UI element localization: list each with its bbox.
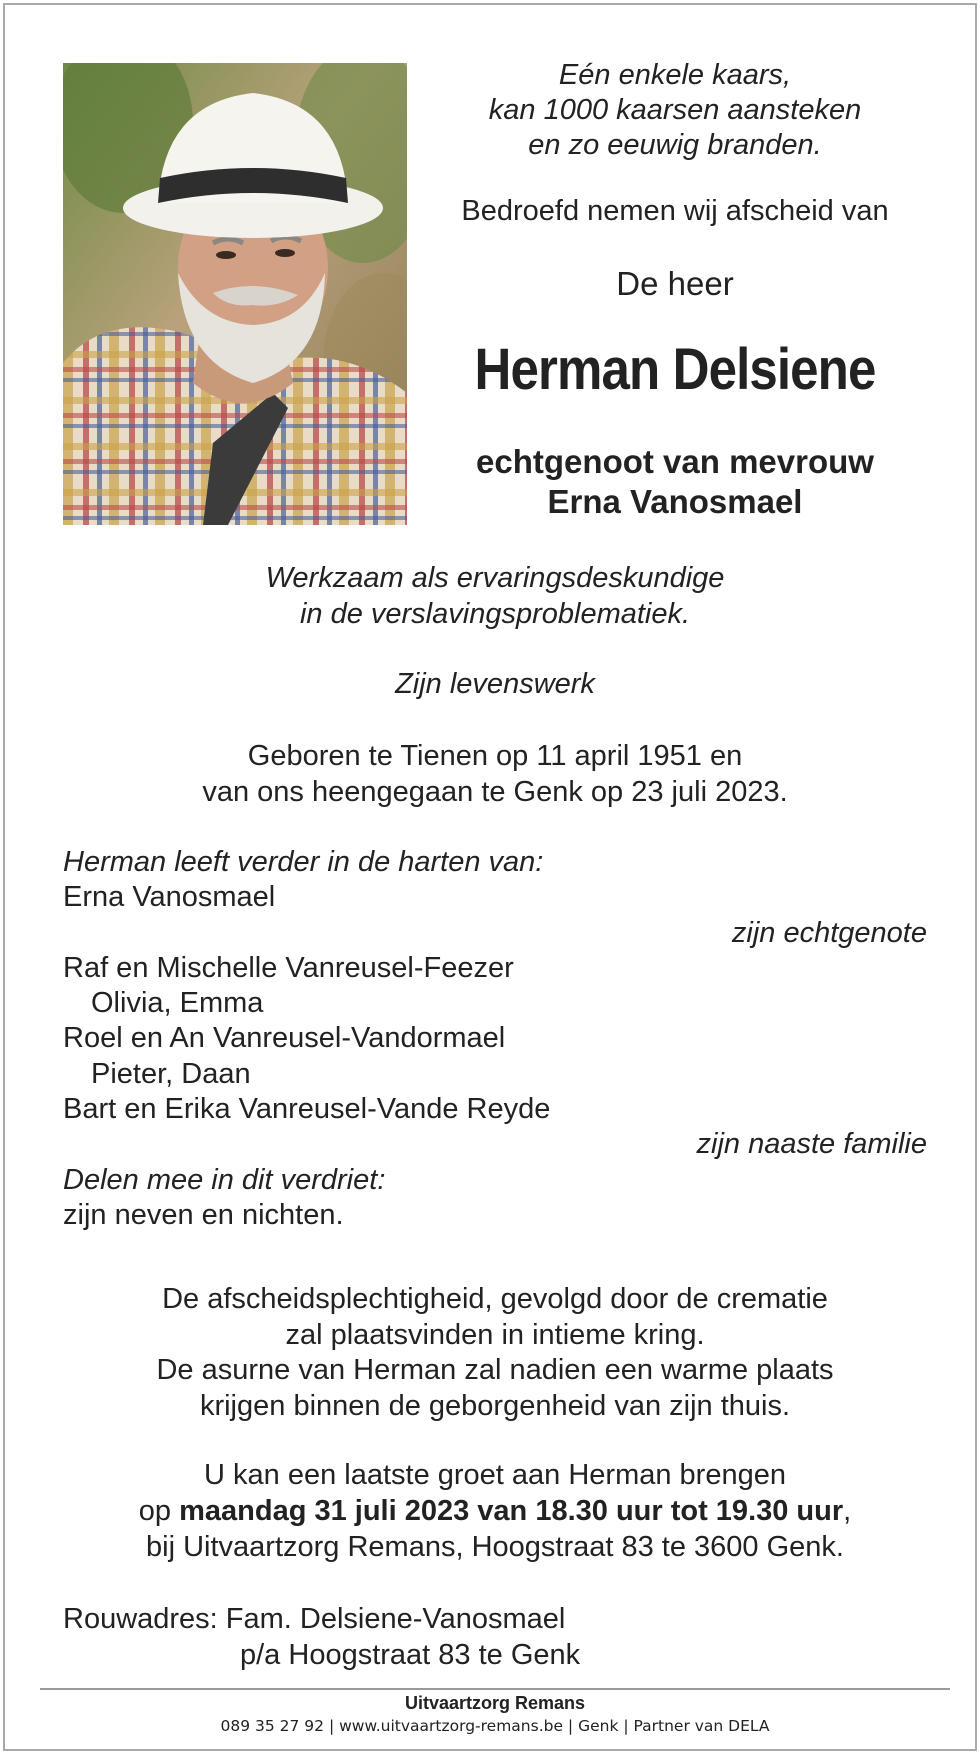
deceased-name: Herman Delsiene [474, 337, 876, 402]
birth-death-text [65, 738, 925, 810]
visit-line-1: U kan een laatste groet aan Herman brengen [204, 1459, 786, 1491]
footer-contact-info: 089 35 27 92 | www.uitvaartzorg-remans.be | Genk | Partner van DELA [220, 1717, 770, 1735]
work-line-1: Werkzaam als ervaringsdeskundige [265, 562, 725, 594]
visit-line-2 [65, 1493, 925, 1529]
visitation-text [65, 1457, 925, 1565]
ceremony-line-4: krijgen binnen de geborgenheid van zijn thuis. [199, 1389, 791, 1422]
family-heading: Herman leeft verder in de harten van: [63, 846, 544, 878]
footer-divider [40, 1688, 950, 1690]
rouwadres-line-2: p/a Hoogstraat 83 te Genk [240, 1639, 581, 1671]
opening-quote [435, 58, 915, 163]
born-line-1: Geboren te Tienen op 11 april 1951 en [247, 740, 743, 772]
visit-suffix: , [843, 1495, 852, 1527]
spouse-line-1: echtgenoot van mevrouw [476, 443, 874, 480]
visit-prefix: op [138, 1495, 180, 1527]
salutation: De heer [616, 265, 734, 302]
footer-company-name: Uitvaartzorg Remans [404, 1693, 586, 1713]
rouwadres [63, 1601, 580, 1673]
ceremony-text [65, 1282, 925, 1424]
family-member: Olivia, Emma [91, 987, 264, 1020]
visit-datetime: maandag 31 juli 2023 van 18.30 uur tot 19.30 uur [179, 1495, 844, 1527]
born-line-2: van ons heengegaan te Genk op 23 juli 2023. [202, 776, 788, 808]
share-heading: Delen mee in dit verdriet: [63, 1163, 386, 1196]
obituary-card [3, 3, 977, 1751]
family-member: Roel en An Vanreusel-Vandormael [63, 1022, 506, 1055]
share-text: zijn neven en nichten. [63, 1198, 344, 1231]
ceremony-line-3: De asurne van Herman zal nadien een warme plaats [156, 1354, 834, 1386]
family-spouse-role: zijn echtgenote [731, 916, 927, 949]
ceremony-line-1: De afscheidsplechtigheid, gevolgd door de crematie [162, 1283, 828, 1315]
visit-line-3: bij Uitvaartzorg Remans, Hoogstraat 83 te 3600 Genk. [146, 1531, 844, 1563]
family-member: Pieter, Daan [91, 1057, 251, 1090]
rouwadres-line-1: Rouwadres: Fam. Delsiene-Vanosmael [63, 1603, 566, 1635]
lifework-text: Zijn levenswerk [395, 668, 595, 700]
portrait-photo [63, 63, 407, 525]
intro-text: Bedroefd nemen wij afscheid van [461, 195, 889, 227]
work-line-2: in de verslavingsproblematiek. [299, 598, 691, 630]
family-member: Raf en Mischelle Vanreusel-Feezer [63, 951, 514, 984]
quote-line-2: kan 1000 kaarsen aansteken [488, 94, 862, 126]
family-list [63, 845, 927, 1233]
family-members-role: zijn naaste familie [696, 1128, 927, 1161]
quote-line-1: Eén enkele kaars, [558, 59, 792, 91]
work-text [65, 560, 925, 632]
ceremony-line-2: zal plaatsvinden in intieme kring. [285, 1318, 705, 1351]
family-spouse-name: Erna Vanosmael [63, 881, 276, 914]
quote-line-3: en zo eeuwig branden. [528, 129, 822, 161]
family-member: Bart en Erika Vanreusel-Vande Reyde [63, 1093, 551, 1126]
spouse-line-2: Erna Vanosmael [547, 483, 803, 520]
spouse-info [435, 442, 915, 522]
